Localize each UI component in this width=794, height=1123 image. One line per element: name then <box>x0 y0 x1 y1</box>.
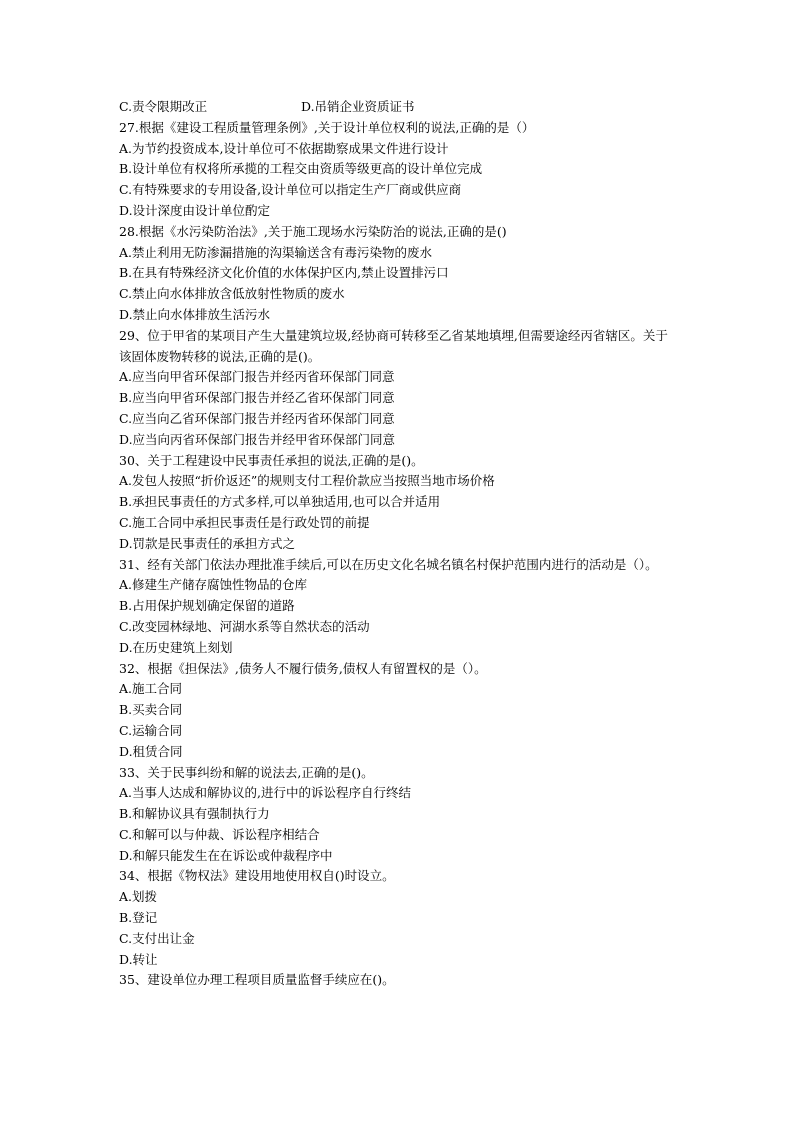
question-30-option-a: A.发包人按照“折价返还”的规则支付工程价款应当按照当地市场价格 <box>119 473 495 489</box>
question-34-stem: 34、根据《物权法》建设用地使用权自()时设立。 <box>119 868 395 884</box>
question-29-stem: 29、位于甲省的某项目产生大量建筑垃圾,经协商可转移至乙省某地填埋,但需要途经丙省辖区。关于该固体废物转移的说法,正确的是()。 <box>119 327 668 364</box>
option-d: D.吊销企业资质证书 <box>301 99 415 114</box>
question-30-option-d: D.罚款是民事责任的承担方式之 <box>119 535 296 551</box>
question-28-option-a: A.禁止利用无防渗漏措施的沟渠输送含有毒污染物的废水 <box>119 244 433 260</box>
question-31-option-c: C.改变园林绿地、河湖水系等自然状态的活动 <box>119 618 370 634</box>
question-31-stem: 31、经有关部门依法办理批准手续后,可以在历史文化名城名镇名村保护范围内进行的活动是（）。 <box>119 556 658 572</box>
question-33-option-a: A.当事人达成和解协议的,进行中的诉讼程序自行终结 <box>119 785 411 801</box>
question-31-option-d: D.在历史建筑上刻划 <box>119 639 233 655</box>
question-28-stem: 28.根据《水污染防治法》,关于施工现场水污染防治的说法,正确的是() <box>119 223 507 239</box>
question-33-option-c: C.和解可以与仲裁、诉讼程序相结合 <box>119 826 320 842</box>
question-34-option-c: C.支付出让金 <box>119 930 195 946</box>
question-27-option-b: B.设计单位有权将所承揽的工程交由资质等级更高的设计单位完成 <box>119 161 483 177</box>
question-34-option-b: B.登记 <box>119 910 158 926</box>
question-27-option-c: C.有特殊要求的专用设备,设计单位可以指定生产厂商或供应商 <box>119 182 462 198</box>
question-33-stem: 33、关于民事纠纷和解的说法去,正确的是()。 <box>119 764 374 780</box>
question-27-stem: 27.根据《建设工程质量管理条例》,关于设计单位权利的说法,正确的是（） <box>119 119 535 135</box>
question-28-option-b: B.在具有特殊经济文化价值的水体保护区内,禁止设置排污口 <box>119 265 449 281</box>
question-28-option-d: D.禁止向水体排放生活污水 <box>119 306 271 322</box>
question-27-option-d: D.设计深度由设计单位酌定 <box>119 202 271 218</box>
exam-content <box>119 97 679 991</box>
question-31-option-a: A.修建生产储存腐蚀性物品的仓库 <box>119 577 308 593</box>
question-32-option-b: B.买卖合同 <box>119 702 183 718</box>
question-30-option-b: B.承担民事责任的方式多样,可以单独适用,也可以合并适用 <box>119 494 441 510</box>
question-33-option-d: D.和解只能发生在在诉讼或仲裁程序中 <box>119 847 333 863</box>
question-34-option-d: D.转让 <box>119 951 158 967</box>
option-c: C.责令限期改正 <box>119 99 208 114</box>
question-31-option-b: B.占用保护规划确定保留的道路 <box>119 598 295 614</box>
question-35-stem: 35、建设单位办理工程项目质量监督手续应在()。 <box>119 972 395 988</box>
question-29-option-d: D.应当向丙省环保部门报告并经甲省环保部门同意 <box>119 431 396 447</box>
question-27-option-a: A.为节约投资成本,设计单位可不依据勘察成果文件进行设计 <box>119 140 449 156</box>
question-28-option-c: C.禁止向水体排放含低放射性物质的废水 <box>119 286 345 302</box>
question-33-option-b: B.和解协议具有强制执行力 <box>119 806 270 822</box>
question-29-option-a: A.应当向甲省环保部门报告并经丙省环保部门同意 <box>119 369 395 385</box>
question-32-option-d: D.租赁合同 <box>119 743 183 759</box>
question-32-option-a: A.施工合同 <box>119 681 183 697</box>
question-30-stem: 30、关于工程建设中民事责任承担的说法,正确的是()。 <box>119 452 424 468</box>
question-29-option-c: C.应当向乙省环保部门报告并经丙省环保部门同意 <box>119 410 395 426</box>
question-30-option-c: C.施工合同中承担民事责任是行政处罚的前提 <box>119 514 370 530</box>
question-32-option-c: C.运输合同 <box>119 722 183 738</box>
question-32-stem: 32、根据《担保法》,债务人不履行债务,债权人有留置权的是（）。 <box>119 660 487 676</box>
option-row-c-d <box>119 97 679 118</box>
question-29-option-b: B.应当向甲省环保部门报告并经乙省环保部门同意 <box>119 390 395 406</box>
question-34-option-a: A.划拨 <box>119 889 158 905</box>
